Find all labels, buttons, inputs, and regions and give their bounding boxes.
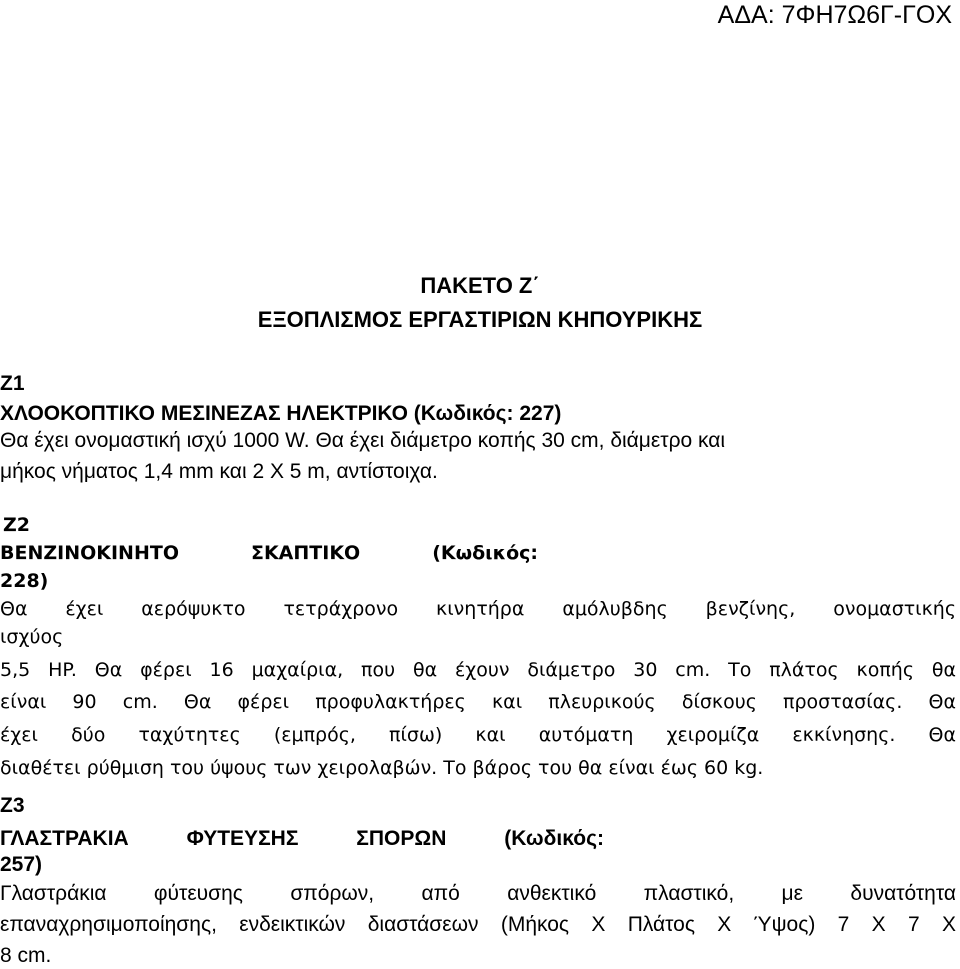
item-z2-description-line: έχει δύο ταχύτητες (εμπρός, πίσω) και αυτόματη χειρομίζα εκκίνησης. Θα (0, 724, 956, 746)
item-z2-code: Ζ2 (3, 514, 30, 536)
item-z1-code: Ζ1 (0, 372, 25, 395)
item-z1-description-line: Θα έχει ονομαστική ισχύ 1000 W. Θα έχει διάμετρο κοπής 30 cm, διάμετρο και (0, 429, 726, 452)
item-z3-code: Ζ3 (0, 794, 25, 817)
item-z2-title-code: 228) (0, 570, 49, 592)
item-z3-title: ΓΛΑΣΤΡΑΚΙΑ ΦΥΤΕΥΣΗΣ ΣΠΟΡΩΝ (Κωδικός: (0, 827, 604, 850)
item-z2-description-line: διαθέτει ρύθμιση του ύψους των χειρολαβών. Το βάρος του θα είναι έως 60 kg. (0, 757, 764, 779)
item-z3-description-line: επαναχρησιμοποίησης, ενδεικτικών διαστάσεων (Μήκος Χ Πλάτος Χ Ύψος) 7 Χ 7 Χ (0, 913, 956, 936)
item-z2-description-line: ισχύος (0, 626, 64, 648)
item-z1-title: ΧΛΟΟΚΟΠΤΙΚΟ ΜΕΣΙΝΕΖΑΣ ΗΛΕΚΤΡΙΚΟ (Κωδικός: 227) (0, 402, 562, 425)
item-z2-description-line: Θα έχει αερόψυκτο τετράχρονο κινητήρα αμόλυβδης βενζίνης, ονομαστικής (0, 598, 956, 620)
item-z2-description-line: είναι 90 cm. Θα φέρει προφυλακτήρες και πλευρικούς δίσκους προστασίας. Θα (0, 691, 956, 713)
item-z2-description-line: 5,5 HP. Θα φέρει 16 μαχαίρια, που θα έχουν διάμετρο 30 cm. Το πλάτος κοπής θα (0, 659, 956, 681)
item-z2-title: ΒΕΝΖΙΝΟΚΙΝΗΤΟ ΣΚΑΠΤΙΚΟ (Κωδικός: (0, 542, 538, 564)
item-z1-description-line: μήκος νήματος 1,4 mm και 2 Χ 5 m, αντίστοιχα. (0, 460, 438, 483)
item-z3-description-line: Γλαστράκια φύτευσης σπόρων, από ανθεκτικό πλαστικό, με δυνατότητα (0, 882, 956, 905)
package-subtitle: ΕΞΟΠΛΙΣΜΟΣ ΕΡΓΑΣΤΙΡΙΩΝ ΚΗΠΟΥΡΙΚΗΣ (257, 307, 703, 332)
package-title: ΠΑΚΕΤΟ Ζ΄ (420, 273, 540, 298)
item-z3-title-code: 257) (0, 853, 43, 876)
item-z3-description-line: 8 cm. (0, 944, 52, 967)
ada-code: ΑΔΑ: 7ΦΗ7Ω6Γ-ΓΟΧ (717, 1, 952, 29)
